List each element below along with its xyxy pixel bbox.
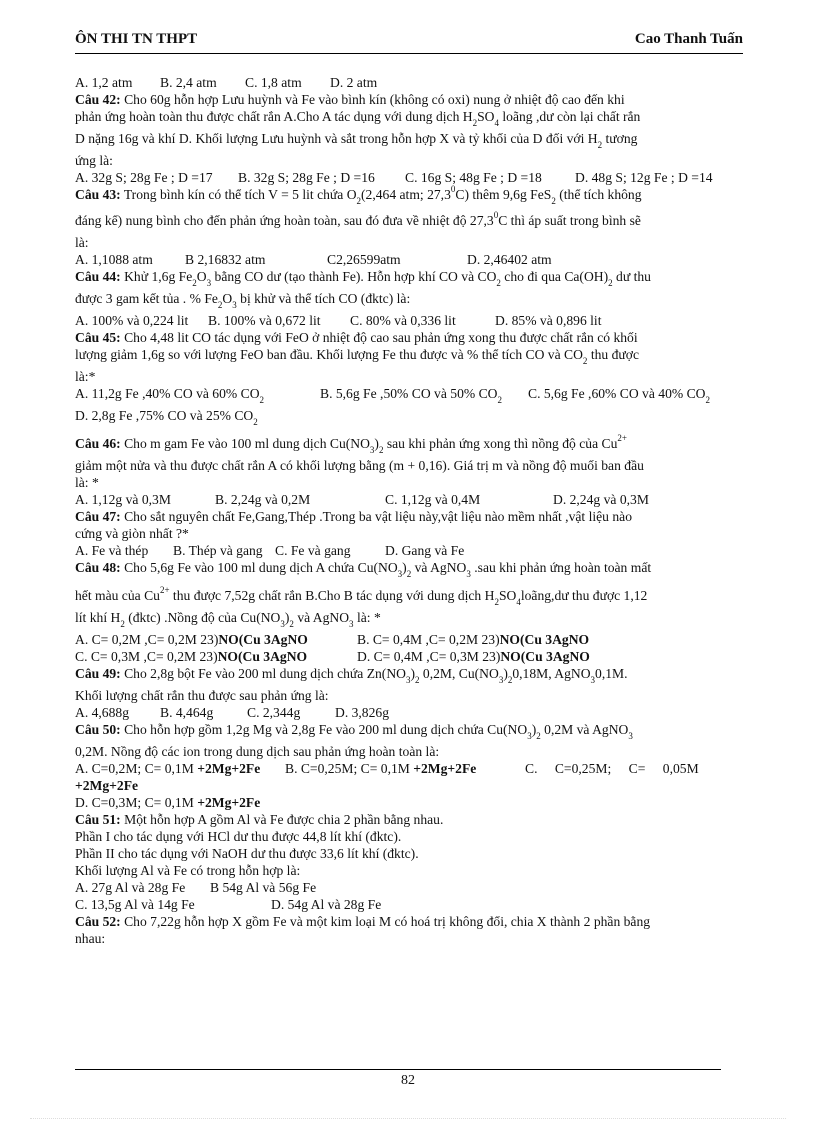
question-text: loãng ,dư còn lại chất rắn xyxy=(502,109,641,124)
option: A. 1,2 atm xyxy=(75,75,133,90)
subscript: 2 xyxy=(472,118,478,128)
option: C. 80% và 0,336 lit xyxy=(350,313,456,328)
option: B. 32g S; 28g Fe ; D =16 xyxy=(238,170,375,185)
option: C. Fe và gang xyxy=(275,543,351,558)
q49-line-1 xyxy=(75,665,743,687)
subscript: 3 xyxy=(527,731,532,741)
q42-options xyxy=(75,169,743,186)
q42-line-2 xyxy=(75,108,743,130)
option: D. 85% và 0,896 lit xyxy=(495,313,602,328)
question-text: Cho 7,22g hỗn hợp X gồm Fe và một kim loại M có hoá trị không đổi, chia X thành 2 phần bằng xyxy=(124,914,651,929)
option-text: NO(Cu 3AgNO xyxy=(500,649,590,664)
option: D. 2 atm xyxy=(330,75,378,90)
subscript: 2 xyxy=(356,196,362,206)
subscript: 2 xyxy=(507,675,513,685)
q44-line-1 xyxy=(75,268,743,290)
option: C. 16g S; 48g Fe ; D =18 xyxy=(405,170,542,185)
q51-line-4: Khối lượng Al và Fe có trong hỗn hợp là: xyxy=(75,863,301,878)
subscript: 4 xyxy=(494,118,499,128)
subscript: 2 xyxy=(289,619,294,629)
question-text: lít khí H xyxy=(75,610,121,625)
option: B 54g Al và 56g Fe xyxy=(210,880,317,895)
option: B. 2,24g và 0,2M xyxy=(215,492,311,507)
header-left-title: ÔN THI TN THPT xyxy=(75,31,198,47)
q48-options-2 xyxy=(75,648,743,665)
question-text: đáng kể) nung bình cho đến phản ứng hoàn toàn, sau đó đưa về nhiệt độ 27,3 xyxy=(75,213,494,228)
subscript: 2 xyxy=(705,395,710,405)
subscript: 2 xyxy=(608,278,613,288)
question-text: loãng,dư thu được 1,12 xyxy=(520,588,648,603)
option-text: D. C=0,3M; C= 0,1M xyxy=(75,795,198,810)
q51-line-2: Phần I cho tác dụng với HCl dư thu được 44,8 lít khí (đktc). xyxy=(75,829,402,844)
q46-line-3: là: * xyxy=(75,475,99,490)
subscript: 3 xyxy=(280,619,285,629)
option-text: B. C=0,25M; C= 0,1M xyxy=(285,761,414,776)
option: C. 2,344g xyxy=(247,705,301,720)
q48-options-1 xyxy=(75,631,743,648)
q44-line-2 xyxy=(75,290,743,312)
option: C2,26599atm xyxy=(327,252,401,267)
question-label: Câu 45: xyxy=(75,330,121,345)
q47-line-1 xyxy=(75,508,743,525)
subscript: 3 xyxy=(590,675,596,685)
subscript: 3 xyxy=(397,569,403,579)
question-text: hết màu của Cu xyxy=(75,588,160,603)
q49-line-2: Khối lượng chất rắn thu được sau phản ứng là: xyxy=(75,688,329,703)
option xyxy=(528,385,710,404)
option: D. 3,826g xyxy=(335,705,389,720)
option-text: A. C= 0,2M ,C= 0,2M 23) xyxy=(75,632,219,647)
subscript: 2 xyxy=(192,278,197,288)
question-label: Câu 49: xyxy=(75,666,121,681)
subscript: 2 xyxy=(536,731,541,741)
question-text: 0,2M, Cu(NO xyxy=(422,666,499,681)
question-text: SO xyxy=(498,588,517,603)
subscript: 3 xyxy=(369,445,375,455)
question-text: tương xyxy=(605,131,638,146)
option: D. 2,24g và 0,3M xyxy=(553,492,649,507)
question-text: ) xyxy=(531,722,537,737)
q50-options-1 xyxy=(75,760,743,777)
option xyxy=(75,385,320,404)
option: D. 2,8g Fe ,75% CO và 25% CO xyxy=(75,408,254,423)
subscript: 2 xyxy=(496,278,501,288)
question-text: ) xyxy=(402,560,407,575)
q52-line-2: nhau: xyxy=(75,931,106,946)
question-text: Một hỗn hợp A gồm Al và Fe được chia 2 phần bằng nhau. xyxy=(124,812,444,827)
question-text: bị khử và thể tích CO (đktc) là: xyxy=(240,291,411,306)
subscript: 4 xyxy=(516,597,521,607)
question-label: Câu 42: xyxy=(75,92,121,107)
option: B 2,16832 atm xyxy=(185,252,266,267)
question-label: Câu 46: xyxy=(75,436,121,451)
subscript: 3 xyxy=(206,278,212,288)
document-body xyxy=(75,74,743,947)
option-text: D. C= 0,4M ,C= 0,3M 23) xyxy=(357,649,501,664)
subscript: 2 xyxy=(217,300,223,310)
q51-options-2 xyxy=(75,896,743,913)
subscript: 2 xyxy=(259,395,265,405)
page-header xyxy=(75,31,743,54)
question-text: O xyxy=(222,291,233,306)
option-text: A. C=0,2M; C= 0,1M xyxy=(75,761,198,776)
question-text: D nặng 16g và khí D. Khối lượng Lưu huỳnh và sắt trong hỗn hợp X và tỷ khối của D đối với H xyxy=(75,131,598,146)
option: A. 100% và 0,224 lit xyxy=(75,313,189,328)
q46-line-1 xyxy=(75,435,743,457)
page-number: 82 xyxy=(401,1073,415,1088)
question-text: thu được 7,52g chất rắn B.Cho B tác dụng với dung dịch H xyxy=(172,588,495,603)
q42-line-1 xyxy=(75,91,743,108)
q50-option-c-cont: +2Mg+2Fe xyxy=(75,778,139,793)
subscript: 3 xyxy=(628,731,633,741)
q51-line-3: Phần II cho tác dụng với NaOH dư thu được 33,6 lít khí (đktc). xyxy=(75,846,419,861)
question-text: O xyxy=(196,269,207,284)
option: A. 32g S; 28g Fe ; D =17 xyxy=(75,170,213,185)
q42-line-4: ứng là: xyxy=(75,153,113,168)
option-text: NO(Cu 3AgNO xyxy=(499,632,590,647)
q45-options-1 xyxy=(75,385,743,407)
option-text: +2Mg+2Fe xyxy=(197,761,261,776)
option-text: B. C= 0,4M ,C= 0,2M 23) xyxy=(357,632,500,647)
q45-options-2 xyxy=(75,407,743,429)
q45-line-2 xyxy=(75,346,743,368)
question-text: sau khi phản ứng xong thì nồng độ của Cu xyxy=(386,436,618,451)
q51-line-1 xyxy=(75,811,743,828)
subscript: 3 xyxy=(232,300,237,310)
q43-options xyxy=(75,251,743,268)
q50-options-2 xyxy=(75,794,743,811)
subscript: 2 xyxy=(378,445,384,455)
q45-line-3: là:* xyxy=(75,369,96,384)
option xyxy=(75,648,357,665)
option xyxy=(357,648,590,665)
subscript: 3 xyxy=(466,569,471,579)
question-text: Cho hỗn hợp gồm 1,2g Mg và 2,8g Fe vào 200 ml dung dịch chứa Cu(NO xyxy=(124,722,528,737)
question-text: Cho 2,8g bột Fe vào 200 ml dung dịch chứa Zn(NO xyxy=(124,666,406,681)
question-label: Câu 51: xyxy=(75,812,121,827)
option xyxy=(320,385,528,404)
q44-options xyxy=(75,312,743,329)
subscript: 2 xyxy=(120,619,125,629)
question-text: 0,2M và AgNO xyxy=(544,722,629,737)
option: B. Thép và gang xyxy=(173,543,263,558)
subscript: 3 xyxy=(498,675,504,685)
option: D. 54g Al và 28g Fe xyxy=(271,897,382,912)
subscript: 2 xyxy=(597,140,603,150)
q49-options xyxy=(75,704,743,721)
question-text: cho đi qua Ca(OH) xyxy=(504,269,609,284)
option: A. 27g Al và 28g Fe xyxy=(75,880,186,895)
option: D. 2,46402 atm xyxy=(467,252,552,267)
question-text: (thể tích không xyxy=(559,187,642,202)
q47-options xyxy=(75,542,743,559)
superscript: 2+ xyxy=(159,585,170,595)
question-text: dư thu xyxy=(616,269,651,284)
option-text: C. C= 0,3M ,C= 0,2M 23) xyxy=(75,649,218,664)
subscript: 2 xyxy=(494,597,499,607)
option: B. 100% và 0,672 lit xyxy=(208,313,321,328)
question-text: Cho 4,48 lit CO tác dụng với FeO ở nhiệt độ cao sau phản ứng xong thu được chất rắn có khối xyxy=(124,330,638,345)
q43-line-3: là: xyxy=(75,235,89,250)
question-label: Câu 52: xyxy=(75,914,121,929)
q48-line-2 xyxy=(75,581,743,609)
option-text: NO(Cu 3AgNO xyxy=(218,632,308,647)
question-text: C) thêm 9,6g FeS xyxy=(455,187,552,202)
question-label: Câu 50: xyxy=(75,722,121,737)
option xyxy=(75,760,285,777)
question-text: .sau khi phản ứng hoàn toàn mất xyxy=(474,560,652,575)
q50-line-2: 0,2M. Nồng độ các ion trong dung dịch sau phản ứng hoàn toàn là: xyxy=(75,744,440,759)
question-text: ) xyxy=(374,436,379,451)
question-text: lượng giảm 1,6g so với lượng FeO ban đầu. Khối lượng Fe thu được và % thể tích CO và CO xyxy=(75,347,583,362)
q45-line-1 xyxy=(75,329,743,346)
option xyxy=(285,760,525,777)
q46-options xyxy=(75,491,743,508)
question-text: Khử 1,6g Fe xyxy=(124,269,193,284)
question-text: (đktc) .Nồng độ của Cu(NO xyxy=(128,610,281,625)
option xyxy=(357,631,589,648)
q48-line-3 xyxy=(75,609,743,631)
question-text: thu được xyxy=(590,347,639,362)
question-label: Câu 48: xyxy=(75,560,121,575)
option-text: B. 5,6g Fe ,50% CO và 50% CO xyxy=(320,386,498,401)
option xyxy=(75,631,357,648)
subscript: 2 xyxy=(415,675,420,685)
q41-options xyxy=(75,74,743,91)
option: C. 1,12g và 0,4M xyxy=(385,492,481,507)
question-text: Cho 5,6g Fe vào 100 ml dung dịch A chứa Cu(NO xyxy=(124,560,398,575)
question-text: và AgNO xyxy=(297,610,350,625)
question-label: Câu 47: xyxy=(75,509,121,524)
question-text: phản ứng hoàn toàn thu được chất rắn A.Cho A tác dụng với dung dịch H xyxy=(75,109,473,124)
question-text: là: * xyxy=(356,610,381,625)
question-text: SO xyxy=(477,109,495,124)
question-text: Cho sắt nguyên chất Fe,Gang,Thép .Trong ba vật liệu này,vật liệu nào mềm nhất ,vật liệu nào xyxy=(124,509,632,524)
option: B. 4,464g xyxy=(160,705,214,720)
subscript: 3 xyxy=(405,675,411,685)
superscript: 0 xyxy=(493,210,499,220)
option: A. 4,688g xyxy=(75,705,129,720)
option: C. 13,5g Al và 14g Fe xyxy=(75,897,195,912)
superscript: 0 xyxy=(450,184,456,194)
subscript: 2 xyxy=(551,196,556,206)
subscript: 2 xyxy=(497,395,502,405)
question-text: 0,18M, AgNO xyxy=(512,666,591,681)
option: A. 1,12g và 0,3M xyxy=(75,492,171,507)
question-label: Câu 43: xyxy=(75,187,121,202)
q48-line-1 xyxy=(75,559,743,581)
option: A. Fe và thép xyxy=(75,543,149,558)
page-bottom-border xyxy=(30,1118,786,1119)
q42-line-3 xyxy=(75,130,743,152)
subscript: 3 xyxy=(349,619,354,629)
q51-options-1 xyxy=(75,879,743,896)
q52-line-1 xyxy=(75,913,743,930)
question-text: bằng CO dư (tạo thành Fe). Hỗn hợp khí CO và CO xyxy=(214,269,497,284)
option: C. 1,8 atm xyxy=(245,75,302,90)
option: D. 48g S; 12g Fe ; D =14 xyxy=(575,170,713,185)
q50-line-1 xyxy=(75,721,743,743)
question-label: Câu 44: xyxy=(75,269,121,284)
question-text: ) xyxy=(284,610,290,625)
question-text: được 3 gam kết tủa . % Fe xyxy=(75,291,218,306)
subscript: 2 xyxy=(582,356,588,366)
question-text: và AgNO xyxy=(414,560,467,575)
option-text: A. 11,2g Fe ,40% CO và 60% CO xyxy=(75,386,260,401)
question-text: Cho 60g hỗn hợp Lưu huỳnh và Fe vào bình kín (không có oxi) nung ở nhiệt độ cao đến khi xyxy=(124,92,625,107)
subscript: 2 xyxy=(406,569,412,579)
subscript: 2 xyxy=(253,417,258,427)
question-text: (2,464 atm; 27,3 xyxy=(361,187,451,202)
question-text: Cho m gam Fe vào 100 ml dung dịch Cu(NO xyxy=(124,436,370,451)
option: D. Gang và Fe xyxy=(385,543,465,558)
question-text: ) xyxy=(503,666,508,681)
option-text: NO(Cu 3AgNO xyxy=(217,649,308,664)
q43-line-1 xyxy=(75,186,743,208)
footer-rule xyxy=(75,1069,721,1070)
superscript: 2+ xyxy=(617,433,627,443)
option: B. 2,4 atm xyxy=(160,75,217,90)
question-text: C thì áp suất trong bình sẽ xyxy=(498,213,641,228)
question-text: 0,1M. xyxy=(595,666,628,681)
option: C. C=0,25M; C= 0,05M xyxy=(525,761,699,776)
option-text: +2Mg+2Fe xyxy=(413,761,477,776)
option-text: +2Mg+2Fe xyxy=(197,795,261,810)
option-text: C. 5,6g Fe ,60% CO và 40% CO xyxy=(528,386,706,401)
q43-line-2 xyxy=(75,208,743,234)
q47-line-2: cứng và giòn nhất ?* xyxy=(75,526,189,541)
question-text: ) xyxy=(410,666,415,681)
option: A. 1,1088 atm xyxy=(75,252,153,267)
header-author: Cao Thanh Tuấn xyxy=(634,31,743,47)
q46-line-2: giảm một nửa và thu được chất rắn A có khối lượng bằng (m + 0,16). Giá trị m và nồng độ muối ban đầu xyxy=(75,458,644,473)
question-text: Trong bình kín có thể tích V = 5 lit chứa O xyxy=(123,187,357,202)
